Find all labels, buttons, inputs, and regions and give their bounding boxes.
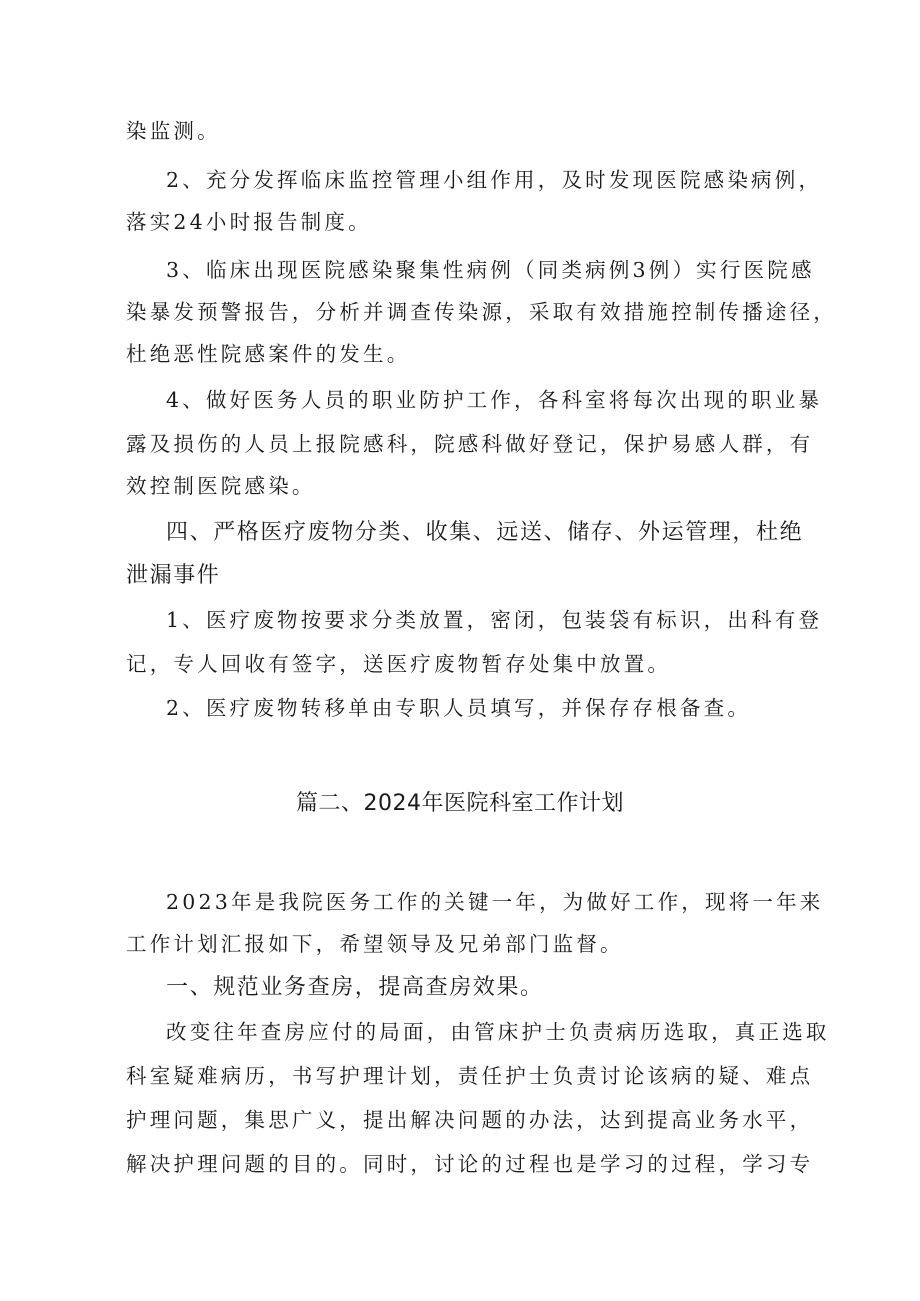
item-4-line-2: 露及损伤的人员上报院感科，院感科做好登记，保护易感人群，有 <box>126 432 814 456</box>
section-four-heading-line-2: 泄漏事件 <box>126 563 221 588</box>
item-4-line-1: 4、做好医务人员的职业防护工作，各科室将每次出现的职业暴 <box>166 388 823 412</box>
item-2-line-1: 2、充分发挥临床监控管理小组作用，及时发现医院感染病例， <box>166 168 823 192</box>
para-1-line-1: 改变往年查房应付的局面，由管床护士负责病历选取，真正选取 <box>166 1020 830 1044</box>
para-1-line-2: 科室疑难病历，书写护理计划，责任护士负责讨论该病的疑、难点 <box>126 1064 814 1088</box>
part-two-heading-1: 一、规范业务查房，提高查房效果。 <box>166 975 544 1000</box>
section-four-item-1-line-1: 1、医疗废物按要求分类放置，密闭，包装袋有标识，出科有登 <box>166 608 823 632</box>
item-2-line-2: 落实24小时报告制度。 <box>126 210 372 234</box>
item-3-line-3: 杜绝恶性院感案件的发生。 <box>126 342 411 366</box>
item-3-line-2: 染暴发预警报告，分析并调查传染源，采取有效措施控制传播途径， <box>126 300 837 324</box>
section-four-heading-line-1: 四、严格医疗废物分类、收集、远送、储存、外运管理，杜绝 <box>166 520 804 545</box>
para-1-line-4: 解决护理问题的目的。同时，讨论的过程也是学习的过程，学习专 <box>126 1152 814 1176</box>
section-four-item-1-line-2: 记，专人回收有签字，送医疗废物暂存处集中放置。 <box>126 652 672 676</box>
intro-line-1: 2023年是我院医务工作的关键一年，为做好工作，现将一年来 <box>166 890 824 914</box>
para-1-line-3: 护理问题，集思广义，提出解决问题的办法，达到提高业务水平， <box>126 1108 814 1132</box>
item-3-line-1: 3、临床出现医院感染聚集性病例（同类病例3例）实行医院感 <box>166 258 815 282</box>
intro-line-2: 工作计划汇报如下，希望领导及兄弟部门监督。 <box>126 932 624 956</box>
paragraph-line: 染监测。 <box>126 119 221 143</box>
section-four-item-2-line-1: 2、医疗废物转移单由专职人员填写，并保存存根备查。 <box>166 696 752 720</box>
item-4-line-3: 效控制医院感染。 <box>126 474 316 498</box>
part-two-title: 篇二、2024年医院科室工作计划 <box>296 791 624 816</box>
